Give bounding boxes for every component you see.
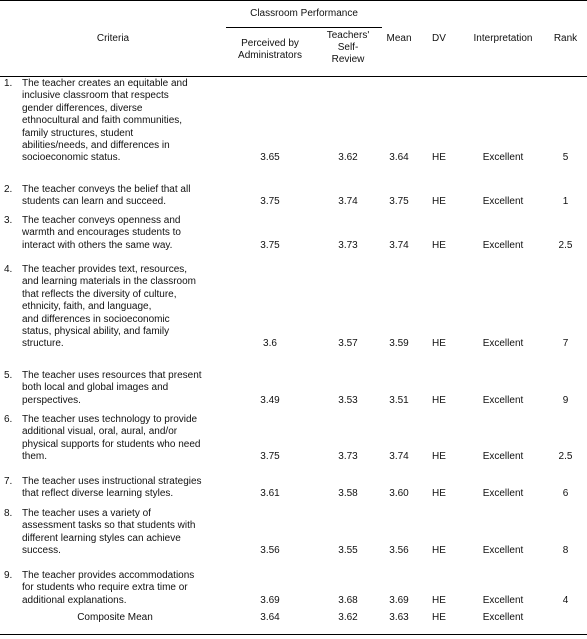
criterion-text (22, 184, 226, 209)
rank-value: 2.5 (558, 451, 573, 463)
header-perceived-line-2: Administrators (238, 50, 302, 61)
interpretation-value: Excellent (482, 394, 524, 406)
rank-value: 2.5 (558, 239, 573, 251)
perceived-value: 3.56 (260, 545, 280, 557)
perceived-value: 3.61 (260, 488, 280, 500)
criterion-text (22, 508, 226, 558)
interpretation-value: Excellent (482, 338, 524, 350)
criterion-line: The teacher creates an equitable and (22, 78, 188, 89)
criterion-line: different learning styles can achieve (22, 532, 181, 544)
rank-value: 5 (562, 152, 569, 164)
composite-perceived-value: 3.64 (260, 612, 280, 623)
interpretation-value: Excellent (482, 451, 524, 463)
interpretation-value: Excellent (482, 488, 524, 500)
mean-value: 3.69 (389, 594, 409, 606)
criterion-number: 1. (4, 78, 13, 89)
criterion-text (22, 215, 226, 252)
perceived-value: 3.75 (260, 239, 280, 251)
composite-self-review-value: 3.62 (338, 612, 358, 623)
perceived-value: 3.49 (260, 394, 280, 406)
criterion-number: 9. (4, 570, 13, 581)
self-review-value: 3.55 (338, 545, 358, 557)
rank-value: 6 (562, 488, 569, 500)
criterion-line: physical supports for students who need (22, 438, 201, 450)
criterion-line: ethnicity, faith, and language, (22, 301, 152, 313)
classroom-performance-underline (226, 27, 382, 28)
interpretation-value: Excellent (482, 594, 524, 606)
composite-mean-value: 3.63 (389, 612, 409, 623)
criterion-line: and learning materials in the classroom (22, 276, 196, 288)
criterion-line: The teacher uses instructional strategies (22, 476, 202, 487)
criterion-line: assessment tasks so that students with (22, 520, 196, 532)
criterion-number: 4. (4, 264, 13, 275)
dv-value: HE (432, 545, 446, 557)
criterion-number: 5. (4, 370, 13, 381)
criterion-line: that reflect diverse learning styles. (22, 488, 174, 500)
dv-value: HE (432, 594, 446, 606)
header-interpretation: Interpretation (473, 33, 533, 44)
criterion-line: for students who require extra time or (22, 582, 188, 594)
criterion-number: 6. (4, 414, 13, 425)
header-perceived-line-1: Perceived by (241, 38, 299, 49)
mean-value: 3.51 (389, 394, 409, 406)
interpretation-value: Excellent (482, 545, 524, 557)
mean-value: 3.74 (389, 451, 409, 463)
criterion-line: status, physical ability, and family (22, 326, 170, 338)
table-top-rule (0, 0, 587, 1)
composite-dv-value: HE (432, 612, 446, 623)
criterion-line: that reflects the diversity of culture, (22, 288, 177, 300)
criterion-line: The teacher provides text, resources, (22, 264, 188, 275)
criterion-line: success. (22, 545, 61, 557)
header-self-line-1: Teachers' (326, 30, 370, 41)
criterion-number: 8. (4, 508, 13, 519)
header-dv: DV (432, 33, 446, 44)
rank-value: 7 (562, 338, 569, 350)
criterion-line: perspectives. (22, 394, 81, 406)
criterion-text (22, 264, 226, 351)
header-criteria: Criteria (96, 33, 130, 44)
perceived-value: 3.65 (260, 152, 280, 164)
composite-interpretation-value: Excellent (482, 612, 524, 623)
self-review-value: 3.58 (338, 488, 358, 500)
criterion-line: interact with others the same way. (22, 239, 173, 251)
self-review-value: 3.73 (338, 239, 358, 251)
criterion-text (22, 78, 226, 165)
criterion-line: gender differences, diverse (22, 102, 143, 114)
criterion-line: them. (22, 451, 48, 463)
interpretation-value: Excellent (482, 152, 524, 164)
header-self-line-2: Self- (337, 42, 359, 53)
criterion-line: The teacher uses a variety of (22, 508, 151, 519)
criterion-line: The teacher conveys the belief that all (22, 184, 191, 195)
dv-value: HE (432, 152, 446, 164)
criterion-text (22, 414, 226, 464)
mean-value: 3.75 (389, 196, 409, 208)
criterion-line: abilities/needs, and differences in (22, 140, 170, 152)
criterion-line: The teacher uses resources that present (22, 370, 202, 381)
header-teachers-self-review (314, 30, 382, 66)
criterion-line: The teacher uses technology to provide (22, 414, 198, 425)
mean-value: 3.64 (389, 152, 409, 164)
criterion-line: inclusive classroom that respects (22, 90, 169, 102)
rank-value: 9 (562, 394, 569, 406)
criterion-line: and differences in socioeconomic (22, 313, 170, 325)
interpretation-value: Excellent (482, 239, 524, 251)
composite-mean-label: Composite Mean (77, 612, 153, 623)
self-review-value: 3.57 (338, 338, 358, 350)
criterion-text (22, 476, 226, 501)
criterion-line: The teacher conveys openness and (22, 215, 181, 226)
criterion-line: The teacher provides accommodations (22, 570, 195, 581)
criterion-number: 7. (4, 476, 13, 487)
criterion-line: students can learn and succeed. (22, 196, 166, 208)
self-review-value: 3.74 (338, 196, 358, 208)
rank-value: 4 (562, 594, 569, 606)
criterion-line: additional explanations. (22, 594, 127, 606)
dv-value: HE (432, 394, 446, 406)
mean-value: 3.56 (389, 545, 409, 557)
table-bottom-rule (0, 634, 587, 635)
perceived-value: 3.69 (260, 594, 280, 606)
header-perceived-by-administrators (226, 38, 314, 62)
interpretation-value: Excellent (482, 196, 524, 208)
rank-value: 8 (562, 545, 569, 557)
mean-value: 3.59 (389, 338, 409, 350)
header-rank: Rank (553, 33, 578, 44)
criterion-line: additional visual, oral, aural, and/or (22, 426, 178, 438)
header-bottom-rule (0, 76, 587, 77)
criterion-number: 3. (4, 215, 13, 226)
rank-value: 1 (562, 196, 569, 208)
criterion-line: socioeconomic status. (22, 152, 121, 164)
header-classroom-performance: Classroom Performance (250, 8, 358, 19)
header-self-line-3: Review (331, 54, 365, 65)
mean-value: 3.60 (389, 488, 409, 500)
mean-value: 3.74 (389, 239, 409, 251)
dv-value: HE (432, 488, 446, 500)
criterion-text (22, 370, 226, 407)
dv-value: HE (432, 239, 446, 251)
criterion-line: both local and global images and (22, 382, 169, 394)
header-mean: Mean (386, 33, 412, 44)
criterion-number: 2. (4, 184, 13, 195)
dv-value: HE (432, 196, 446, 208)
criterion-line: structure. (22, 338, 64, 350)
self-review-value: 3.62 (338, 152, 358, 164)
self-review-value: 3.73 (338, 451, 358, 463)
criterion-line: ethnocultural and faith communities, (22, 115, 183, 127)
criterion-line: warmth and encourages students to (22, 227, 181, 239)
dv-value: HE (432, 338, 446, 350)
perceived-value: 3.6 (263, 338, 277, 350)
perceived-value: 3.75 (260, 196, 280, 208)
dv-value: HE (432, 451, 446, 463)
criterion-line: family structures, student (22, 127, 134, 139)
self-review-value: 3.68 (338, 594, 358, 606)
criterion-text (22, 570, 226, 607)
perceived-value: 3.75 (260, 451, 280, 463)
self-review-value: 3.53 (338, 394, 358, 406)
